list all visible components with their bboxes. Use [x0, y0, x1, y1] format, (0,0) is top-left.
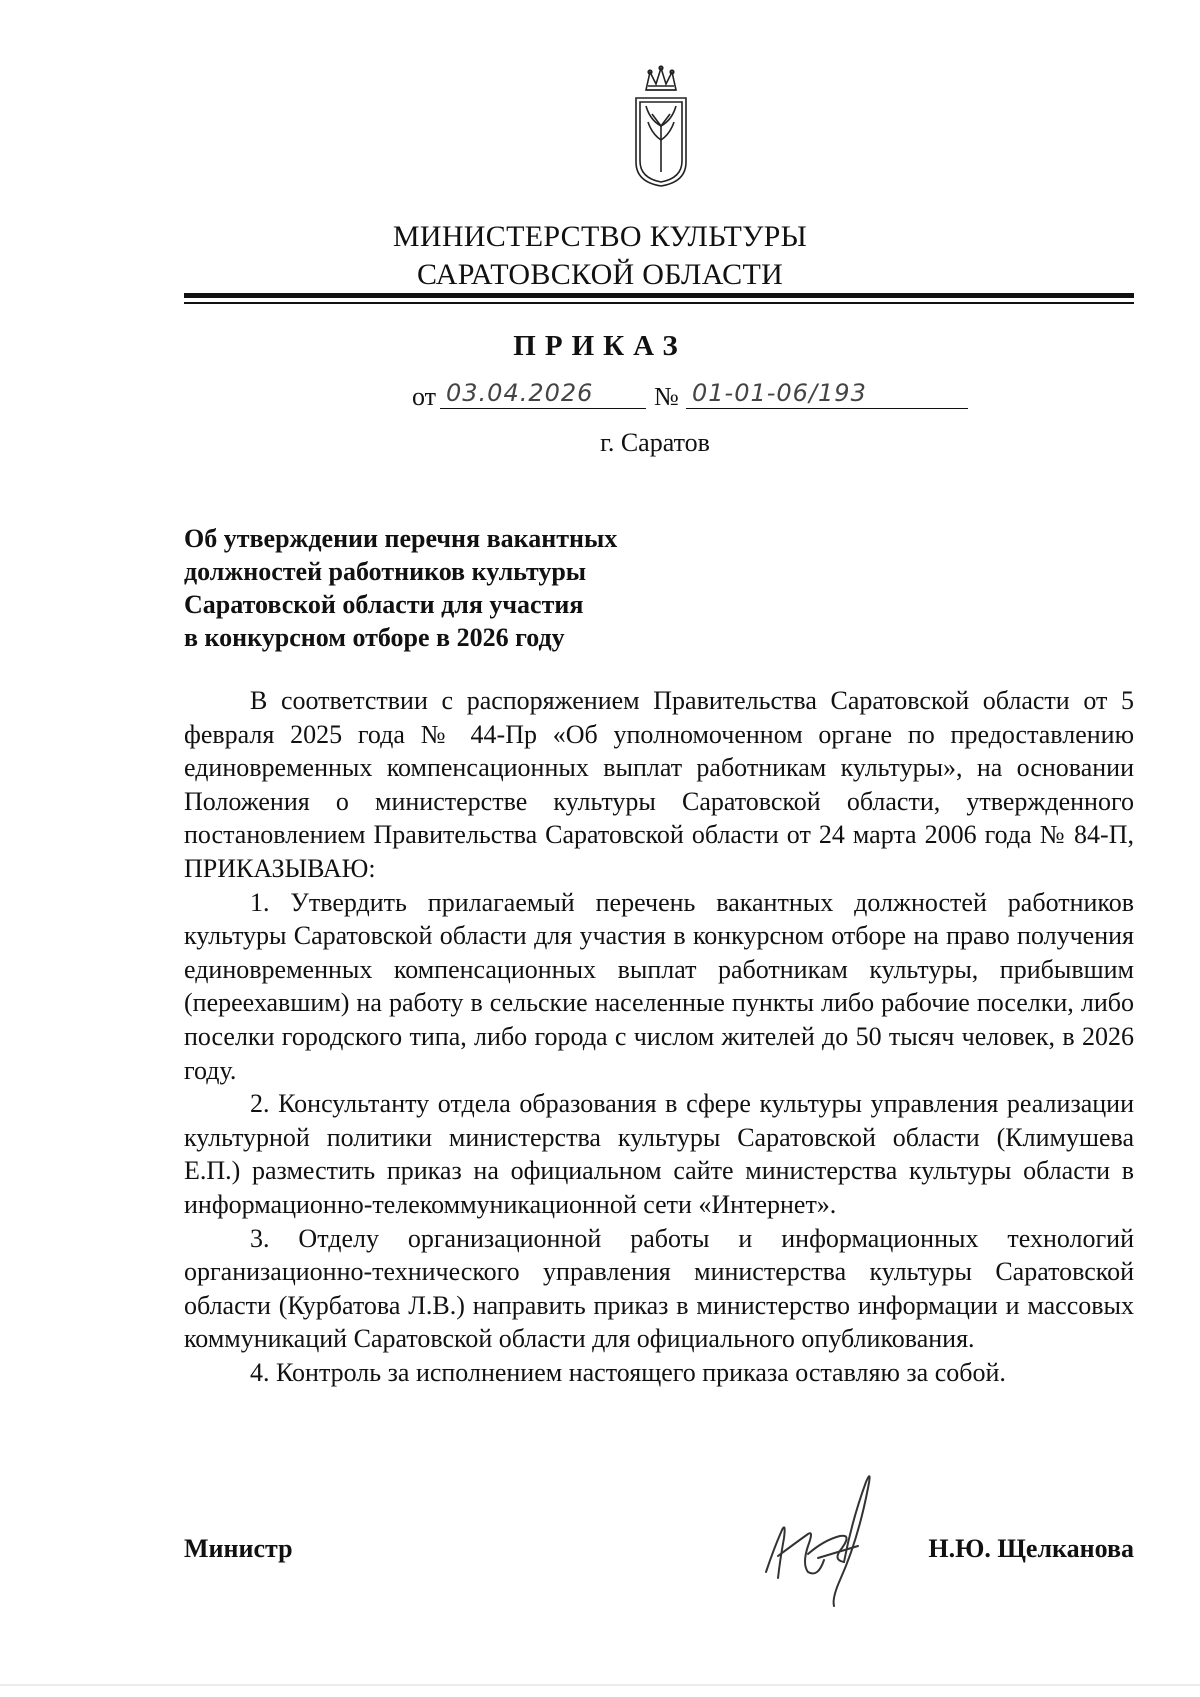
header-rule-thin: [184, 302, 1134, 304]
clause-4: 4. Контроль за исполнением настоящего приказа оставляю за собой.: [250, 1357, 1006, 1387]
order-date-number-line: [412, 378, 972, 418]
order-body: [184, 684, 1134, 1389]
header-rule-thick: [184, 293, 1134, 298]
subject-line: Саратовской области для участия: [184, 590, 584, 619]
clause-3: 3. Отделу организационной работы и информационных технологий организационно-технического управления министерства культуры Саратовской области (Курбатова Л.В.) направить приказ в министерство информации и массовых коммуникаций Саратовской области для официального опубликования.: [184, 1223, 1134, 1354]
saratov-coat-of-arms-icon: [628, 62, 694, 190]
preamble-paragraph: В соответствии с распоряжением Правительства Саратовской области от 5 февраля 2025 года № 44-Пр «Об уполномоченном органе по предоставлению единовременных компенсационных выплат работникам культуры», на основании Положения о министерстве культуры Саратовской области, утвержденного постановлением Правительства Саратовской области от 24 марта 2006 года № 84-П, ПРИКАЗЫВАЮ:: [184, 686, 1134, 883]
ministry-line-2: САРАТОВСКОЙ ОБЛАСТИ: [416, 258, 784, 291]
signatory-position: Министр: [184, 1534, 293, 1563]
clause-1: 1. Утвердить прилагаемый перечень вакантных должностей работников культуры Саратовской области для участия в конкурсном отборе на право получения единовременных компенсационных выплат работникам культуры, прибывшим (переехавшим) на работу в сельские населенные пункты либо рабочие поселки, либо поселки городского типа, либо города с числом жителей до 50 тысяч человек, в 2026 году.: [184, 887, 1134, 1085]
number-label: №: [654, 382, 679, 411]
order-number-handwritten: 01-01-06/193: [686, 378, 968, 409]
subject-line: должностей работников культуры: [184, 557, 587, 586]
clause-2: 2. Консультанту отдела образования в сфере культуры управления реализации культурной политики министерства культуры Саратовской области (Климушева Е.П.) разместить приказ на официальном сайте министерства культуры области в информационно-телекоммуникационной сети «Интернет».: [184, 1089, 1134, 1219]
ministry-name: [0, 218, 1200, 294]
signature-block: [184, 1534, 1134, 1574]
scan-bottom-edge: [0, 1684, 1200, 1686]
ministry-line-1: МИНИСТЕРСТВО КУЛЬТУРЫ: [392, 220, 808, 253]
order-date-handwritten: 03.04.2026: [440, 378, 646, 409]
date-label: от: [412, 382, 437, 411]
signatory-name: Н.Ю. Щелканова: [928, 1534, 1134, 1563]
subject-line: Об утверждении перечня вакантных: [184, 524, 618, 553]
order-subject: [184, 522, 704, 654]
subject-line: в конкурсном отборе в 2026 году: [184, 623, 565, 652]
order-title: ПРИКАЗ: [513, 330, 687, 362]
city: г. Саратов: [600, 428, 710, 457]
